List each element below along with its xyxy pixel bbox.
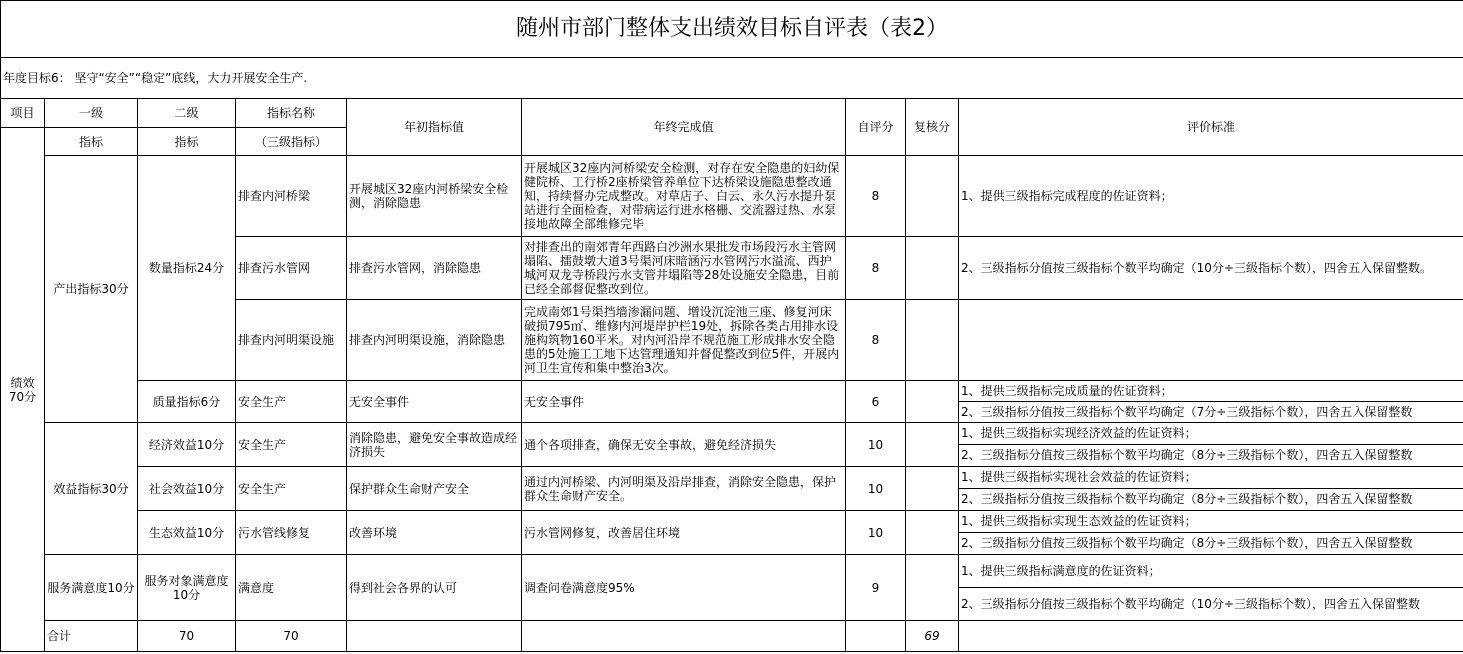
header-self-score: 自评分 — [846, 99, 906, 156]
output-level1: 产出指标30分 — [45, 156, 138, 423]
criteria: 2、三级指标分值按三级指标个数平均确定（10分÷三级指标个数），四舍五入保留整数。 — [959, 237, 1463, 300]
criteria-1: 1、提供三级指标完成质量的佐证资料； — [959, 381, 1463, 402]
review-score — [906, 300, 959, 381]
level2: 生态效益10分 — [138, 511, 236, 555]
table-row — [1, 381, 1463, 423]
indicator-name: 排查内河明渠设施 — [236, 300, 347, 381]
total-final — [846, 621, 906, 652]
indicator-name: 污水管线修复 — [236, 511, 347, 555]
review-score — [906, 156, 959, 237]
final-value: 完成南郊1号渠挡墙渗漏问题、增设沉淀池三座、修复河床破损795㎡、维修内河堤岸护栏19处，拆除各类占用排水设施构筑物160平米。对内河沿岸不规范施工形成排水安全隐患的5处施工工地下达管理通知并督促整改到位5件，开展内河卫生宣传和集中整治3次。 — [522, 300, 846, 381]
total-initial — [522, 621, 846, 652]
review-score — [906, 511, 959, 555]
initial-value: 无安全事件 — [347, 381, 522, 423]
total-score: 69 — [906, 621, 959, 652]
final-value: 无安全事件 — [522, 381, 846, 423]
indicator-name: 排查内河桥梁 — [236, 156, 347, 237]
table-row — [1, 555, 1463, 621]
page-title: 随州市部门整体支出绩效目标自评表（表2） — [1, 1, 1463, 58]
total-row — [1, 621, 1463, 652]
header-level2-sub: 指标 — [138, 128, 236, 156]
header-project: 项目 — [1, 99, 45, 128]
header-level1: 一级 — [45, 99, 138, 128]
indicator-name: 安全生产 — [236, 381, 347, 423]
criteria — [959, 300, 1463, 381]
final-value: 调查问卷满意度95% — [522, 555, 846, 621]
satisfaction-level1: 服务满意度10分 — [45, 555, 138, 621]
header-level2: 二级 — [138, 99, 236, 128]
indicator-name: 排查污水管网 — [236, 237, 347, 300]
quantity-level2: 数量指标24分 — [138, 156, 236, 381]
header-indicator: 指标名称 — [236, 99, 347, 128]
criteria-2: 2、三级指标分值按三级指标个数平均确定（10分÷三级指标个数），四舍五入保留整数 — [961, 597, 1420, 611]
initial-value: 保护群众生命财产安全 — [347, 467, 522, 511]
header-indicator-sub: （三级指标） — [236, 128, 347, 156]
indicator-name: 安全生产 — [236, 467, 347, 511]
review-score — [906, 237, 959, 300]
total-level2: 70 — [236, 621, 347, 652]
initial-value: 消除隐患，避免安全事故造成经济损失 — [347, 423, 522, 467]
criteria-2: 2、三级指标分值按三级指标个数平均确定（8分÷三级指标个数），四舍五入保留整数 — [961, 448, 1413, 462]
initial-value: 排查内河明渠设施，消除隐患 — [347, 300, 522, 381]
indicator-name: 满意度 — [236, 555, 347, 621]
header-initial: 年初指标值 — [347, 99, 522, 156]
table-row — [1, 511, 1463, 555]
initial-value: 开展城区32座内河桥梁安全检测，消除隐患 — [347, 156, 522, 237]
self-score: 6 — [846, 381, 906, 423]
final-value: 通过内河桥梁、内河明渠及沿岸排查，消除安全隐患，保护群众生命财产安全。 — [522, 467, 846, 511]
initial-value: 得到社会各界的认可 — [347, 555, 522, 621]
total-label: 合计 — [45, 621, 138, 652]
self-score: 9 — [846, 555, 906, 621]
self-score: 10 — [846, 423, 906, 467]
review-score — [906, 555, 959, 621]
table-row — [1, 467, 1463, 511]
review-score — [906, 467, 959, 511]
satisfaction-level2: 服务对象满意度10分 — [138, 555, 236, 621]
criteria-1: 1、提供三级指标满意度的佐证资料； — [959, 555, 1463, 588]
level2: 社会效益10分 — [138, 467, 236, 511]
final-value: 污水管网修复，改善居住环境 — [522, 511, 846, 555]
benefit-level1: 效益指标30分 — [45, 423, 138, 555]
final-value: 通个各项排查，确保无安全事故，避免经济损失 — [522, 423, 846, 467]
total-review — [959, 621, 1463, 652]
header-level1-sub: 指标 — [45, 128, 138, 156]
header-review-score: 复核分 — [906, 99, 959, 156]
self-score: 8 — [846, 237, 906, 300]
self-score: 8 — [846, 300, 906, 381]
table-row — [1, 156, 1463, 237]
self-score: 10 — [846, 467, 906, 511]
self-score: 8 — [846, 156, 906, 237]
header-final: 年终完成值 — [522, 99, 846, 156]
total-level1: 70 — [138, 621, 236, 652]
level2: 经济效益10分 — [138, 423, 236, 467]
criteria: 1、提供三级指标完成程度的佐证资料； — [959, 156, 1463, 237]
total-indicator — [347, 621, 522, 652]
quality-level2: 质量指标6分 — [138, 381, 236, 423]
final-value: 对排查出的南郊青年西路白沙洲水果批发市场段污水主管网塌陷、擂鼓墩大道3号渠河床暗涵污水管网污水溢流、西护城河双龙寺桥段污水支管井塌陷等28处设施安全隐患，目前已经全部督促整改到位。 — [522, 237, 846, 300]
initial-value: 改善环境 — [347, 511, 522, 555]
criteria-1: 1、提供三级指标实现生态效益的佐证资料； — [959, 511, 1463, 533]
criteria-1: 1、提供三级指标实现经济效益的佐证资料； — [959, 423, 1463, 445]
indicator-name: 安全生产 — [236, 423, 347, 467]
criteria-2: 2、三级指标分值按三级指标个数平均确定（8分÷三级指标个数），四舍五入保留整数 — [961, 492, 1413, 506]
category-performance: 绩效 70分 — [1, 128, 45, 652]
criteria-2: 2、三级指标分值按三级指标个数平均确定（7分÷三级指标个数），四舍五入保留整数 — [961, 405, 1413, 419]
criteria-2: 2、三级指标分值按三级指标个数平均确定（8分÷三级指标个数），四舍五入保留整数 — [961, 536, 1413, 550]
annual-goal: 年度目标6： 坚守“安全”“稳定”底线，大力开展安全生产. — [1, 58, 1463, 99]
criteria-1: 1、提供三级指标实现社会效益的佐证资料； — [959, 467, 1463, 489]
header-criteria: 评价标准 — [959, 99, 1463, 156]
review-score — [906, 381, 959, 423]
review-score — [906, 423, 959, 467]
self-score: 10 — [846, 511, 906, 555]
initial-value: 排查污水管网，消除隐患 — [347, 237, 522, 300]
table-row — [1, 423, 1463, 467]
final-value: 开展城区32座内河桥梁安全检测，对存在安全隐患的妇幼保健院桥、工行桥2座桥梁管养单位下达桥梁设施隐患整改通知，持续督办完成整改。对草店子、白云、永久污水提升泵站进行全面检查，对带病运行进水格栅、交流器过热、水泵接地故障全部维修完毕 — [522, 156, 846, 237]
